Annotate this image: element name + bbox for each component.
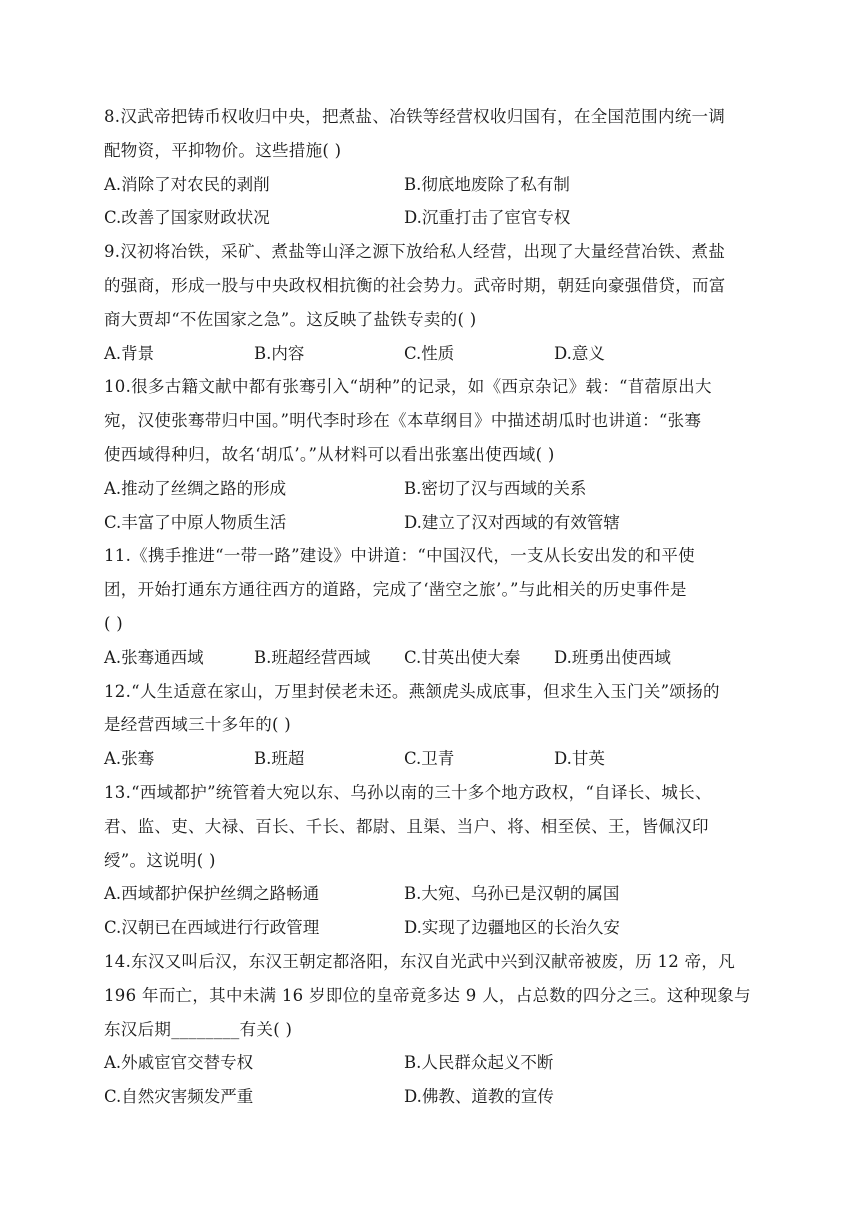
option-c[interactable]: C.汉朝已在西域进行行政管理 [104, 918, 320, 938]
question-11-stem-line-1: 11.《携手推进“一带一路”建设》中讲道：“中国汉代，一支从长安出发的和平使 [104, 546, 695, 566]
option-b[interactable]: B.大宛、乌孙已是汉朝的属国 [404, 884, 620, 904]
question-14-options-row-1 [104, 1046, 756, 1080]
question-9-stem-line-3: 商大贾却“不佐国家之急”。这反映了盐铁专卖的( ) [104, 309, 477, 329]
question-10-stem-line-1: 10.很多古籍文献中都有张骞引入“胡种”的记录，如《西京杂记》载：“苜蓿原出大 [104, 377, 712, 397]
option-b[interactable]: B.彻底地废除了私有制 [404, 174, 570, 194]
question-list [104, 100, 756, 1114]
question-11-stem-line-3: ( ) [104, 613, 124, 633]
question-14 [104, 945, 756, 1114]
question-9 [104, 235, 756, 370]
question-8-stem-line-1: 8.汉武帝把铸币权收归中央，把煮盐、冶铁等经营权收归国有，在全国范围内统一调 [104, 107, 726, 126]
option-b[interactable]: B.密切了汉与西域的关系 [404, 478, 587, 498]
option-a[interactable]: A.背景 [104, 343, 155, 363]
option-c[interactable]: C.甘英出使大秦 [404, 647, 521, 667]
question-13-stem-line-3: 绶”。这说明( ) [104, 850, 216, 870]
question-8-options-row-1 [104, 168, 756, 202]
question-12 [104, 675, 756, 776]
option-c[interactable]: C.自然灾害频发严重 [104, 1087, 254, 1107]
question-12-stem-line-1: 12.“人生适意在家山，万里封侯老未还。燕颔虎头成底事，但求生入玉门关”颂扬的 [104, 681, 720, 701]
question-14-stem-line-2: 196 年而亡，其中未满 16 岁即位的皇帝竟多达 9 人，占总数的四分之三。这种现象与 [104, 985, 751, 1005]
option-b[interactable]: B.内容 [254, 343, 305, 363]
option-d[interactable]: D.意义 [554, 343, 605, 363]
question-11-options-row [104, 641, 756, 675]
option-d[interactable]: D.班勇出使西域 [554, 647, 671, 667]
option-a[interactable]: A.张骞通西域 [104, 647, 204, 667]
question-14-stem-line-3: 东汉后期________有关( ) [104, 1019, 293, 1039]
option-a[interactable]: A.推动了丝绸之路的形成 [104, 478, 287, 498]
question-13-options-row-2 [104, 911, 756, 945]
question-8 [104, 100, 756, 235]
question-12-stem-line-2: 是经营西域三十多年的( ) [104, 715, 292, 735]
question-11-stem-line-2: 团，开始打通东方通往西方的道路，完成了‘凿空之旅’。”与此相关的历史事件是 [104, 580, 687, 600]
option-d[interactable]: D.沉重打击了宦官专权 [404, 208, 571, 228]
option-a[interactable]: A.外戚宦官交替专权 [104, 1053, 254, 1073]
option-c[interactable]: C.卫青 [404, 749, 455, 769]
option-c[interactable]: C.性质 [404, 343, 455, 363]
option-c[interactable]: C.丰富了中原人物质生活 [104, 512, 287, 532]
question-13-stem-line-2: 君、监、吏、大禄、百长、千长、都尉、且渠、当户、将、相至侯、王，皆佩汉印 [104, 816, 709, 836]
option-a[interactable]: A.西域都护保护丝绸之路畅通 [104, 884, 320, 904]
question-10 [104, 370, 756, 539]
question-13 [104, 776, 756, 945]
question-14-options-row-2 [104, 1080, 756, 1114]
question-12-options-row [104, 742, 756, 776]
question-9-options-row [104, 337, 756, 371]
question-10-options-row-2 [104, 506, 756, 540]
question-9-stem-line-2: 的强商，形成一股与中央政权相抗衡的社会势力。武帝时期，朝廷向豪强借贷，而富 [104, 275, 726, 295]
question-10-options-row-1 [104, 472, 756, 506]
question-13-stem-line-1: 13.“西域都护”统管着大宛以东、乌孙以南的三十多个地方政权，“自译长、城长、 [104, 782, 712, 802]
option-a[interactable]: A.张骞 [104, 749, 155, 769]
option-c[interactable]: C.改善了国家财政状况 [104, 208, 270, 228]
question-13-options-row-1 [104, 877, 756, 911]
option-b[interactable]: B.人民群众起义不断 [404, 1053, 554, 1073]
option-d[interactable]: D.甘英 [554, 749, 605, 769]
option-b[interactable]: B.班超 [254, 749, 305, 769]
question-11 [104, 539, 756, 674]
option-a[interactable]: A.消除了对农民的剥削 [104, 174, 270, 194]
question-10-stem-line-3: 使西域得种归，故名‘胡瓜’。”从材料可以看出张塞出使西域( ) [104, 444, 555, 464]
question-10-stem-line-2: 宛，汉使张骞带归中国。”明代李时珍在《本草纲目》中描述胡瓜时也讲道：“张骞 [104, 411, 702, 431]
option-d[interactable]: D.实现了边疆地区的长治久安 [404, 918, 620, 938]
question-14-stem-line-1: 14.东汉又叫后汉，东汉王朝定都洛阳，东汉自光武中兴到汉献帝被废，历 12 帝，凡 [104, 951, 736, 971]
option-d[interactable]: D.建立了汉对西域的有效管辖 [404, 512, 620, 532]
question-8-stem-line-2: 配物资，平抑物价。这些措施( ) [104, 140, 342, 160]
question-8-options-row-2 [104, 201, 756, 235]
option-b[interactable]: B.班超经营西域 [254, 647, 371, 667]
question-9-stem-line-1: 9.汉初将冶铁，采矿、煮盐等山泽之源下放给私人经营，出现了大量经营冶铁、煮盐 [104, 242, 726, 262]
option-d[interactable]: D.佛教、道教的宣传 [404, 1087, 554, 1107]
